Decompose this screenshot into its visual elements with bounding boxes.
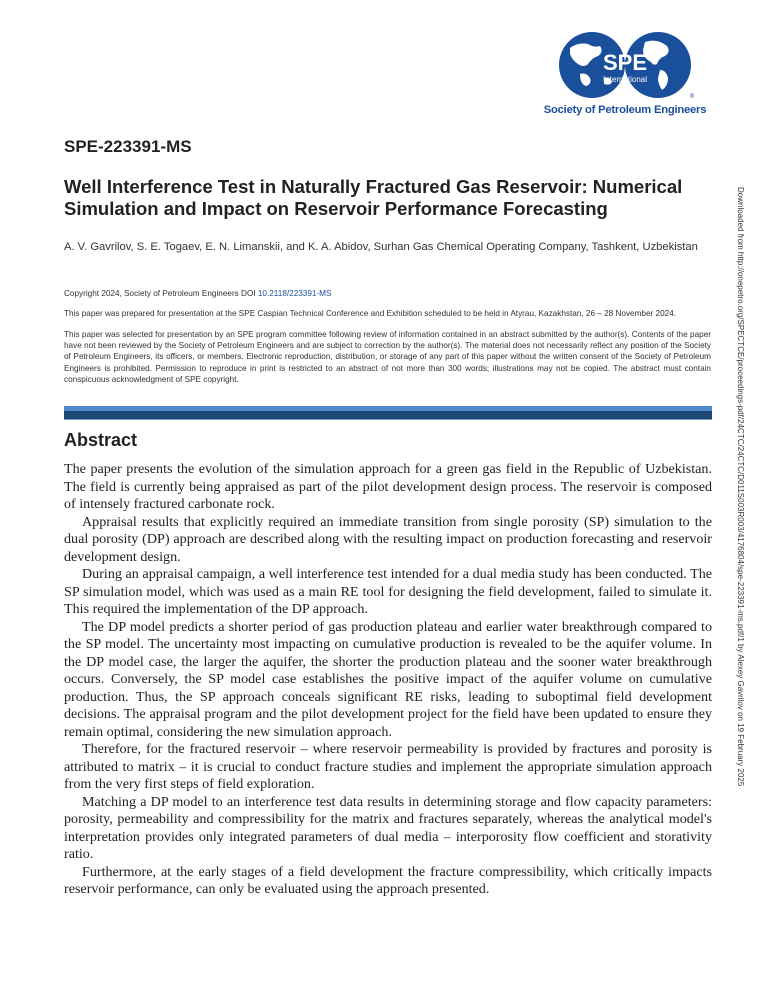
abstract-paragraph: Therefore, for the fractured reservoir – where reservoir permeability is provided by fractures and porosity is attributed to matrix – it is crucial to conduct fracture studies and implement the appropriate simulation approach from the very first steps of field exploration. — [64, 741, 712, 792]
abstract-paragraph: Appraisal results that explicitly required an immediate transition from single porosity (SP) simulation to the dual porosity (DP) approach are described along with the resulting impact on production forecasting and reservoir development design. — [64, 513, 712, 565]
divider-bottom-band — [64, 411, 712, 420]
svg-text:®: ® — [689, 94, 695, 100]
section-divider — [64, 406, 712, 419]
paper-title: Well Interference Test in Naturally Fractured Gas Reservoir: Numerical Simulation and Impact on Reservoir Performance Forecasting — [64, 176, 683, 219]
abstract-paragraph: During an appraisal campaign, a well interference test intended for a dual media study has been conducted. The SP simulation model, which was used as a main RE tool for designing the field development, failed to simulate it. This required the implementation of the DP approach. — [64, 566, 712, 617]
conference-notice: This paper was prepared for presentation at the SPE Caspian Technical Conference and Exhibition scheduled to be held in Atyrau, Kazakhstan, 26 – 28 November 2024. — [64, 309, 677, 318]
globe-icon — [550, 30, 700, 100]
copyright-line — [64, 289, 331, 298]
spe-logo — [540, 30, 710, 122]
svg-text:International: International — [602, 75, 648, 84]
doi-link[interactable]: 10.2118/223391-MS — [257, 289, 332, 298]
copyright-text: Copyright 2024, Society of Petroleum Engineers DOI — [64, 289, 258, 298]
abstract-paragraph: Matching a DP model to an interference test data results in determining storage and flow capacity parameters: porosity, permeability and compressibility for the matrix and fractures separately, whereas the analytical model's interpretation provides only integrated parameters of dual media – interporosity flow coefficient and storativity ratio. — [64, 793, 712, 862]
org-name: Society of Petroleum Engineers — [543, 104, 707, 116]
authors-affiliation: A. V. Gavrilov, S. E. Togaev, E. N. Limanskii, and K. A. Abidov, Surhan Gas Chemical Operating Company, Tashkent, Uzbekistan — [64, 241, 698, 253]
abstract-paragraph: Furthermore, at the early stages of a field development the fracture compressibility, which critically impacts reservoir performance, can only be evaluated using the approach presented. — [64, 863, 712, 897]
download-watermark — [733, 187, 747, 787]
svg-text:SPE: SPE — [602, 50, 648, 75]
copyright-disclaimer: This paper was selected for presentation by an SPE program committee following review of information contained in an abstract submitted by the author(s). Contents of the paper have not been reviewed by the Society of Petroleum Engineers and are subject to correction by the author(s). The material does not necessarily reflect any position of the Society of Petroleum Engineers, its officers, or members. Electronic reproduction, distribution, or storage of any part of this paper without the written consent of the Society of Petroleum Engineers is prohibited. Permission to reproduce in print is restricted to an abstract of not more than 300 words; illustrations may not be copied. The abstract must contain conspicuous acknowledgment of SPE copyright. — [64, 330, 711, 384]
abstract-paragraph: The paper presents the evolution of the simulation approach for a green gas field in the Republic of Uzbekistan. The field is currently being appraised as part of the pilot development design process. The reservoir is composed of intensely fractured carbonate rock. — [64, 461, 712, 512]
abstract-paragraph: The DP model predicts a shorter period of gas production plateau and earlier water breakthrough compared to the SP model. The uncertainty most impacting on cumulative production is revealed to be the aquifer volume. In the DP model case, the larger the aquifer, the shorter the production plateau and the sooner water breakthrough occurs. Conversely, the SP model case establishes the positive impact of the aquifer volume on cumulative production. Thus, the SP approach conceals significant RE risks, leading to suboptimal field development decisions. The appraisal program and the pilot development project for the field have been updated to ensure they remain optimal, considering the new simulation approach. — [64, 618, 712, 740]
abstract-heading: Abstract — [64, 430, 138, 450]
download-notice-text: Downloaded from http://onepetro.org/SPECTCE/proceedings-pdf/24CTC/24CTC/D011S003R003/4176804/spe-223391-ms.pdf/1 by Alexey Gavrilov on 19 February 2025 — [736, 187, 745, 787]
paper-number: SPE-223391-MS — [64, 137, 192, 156]
abstract-body — [64, 461, 712, 899]
